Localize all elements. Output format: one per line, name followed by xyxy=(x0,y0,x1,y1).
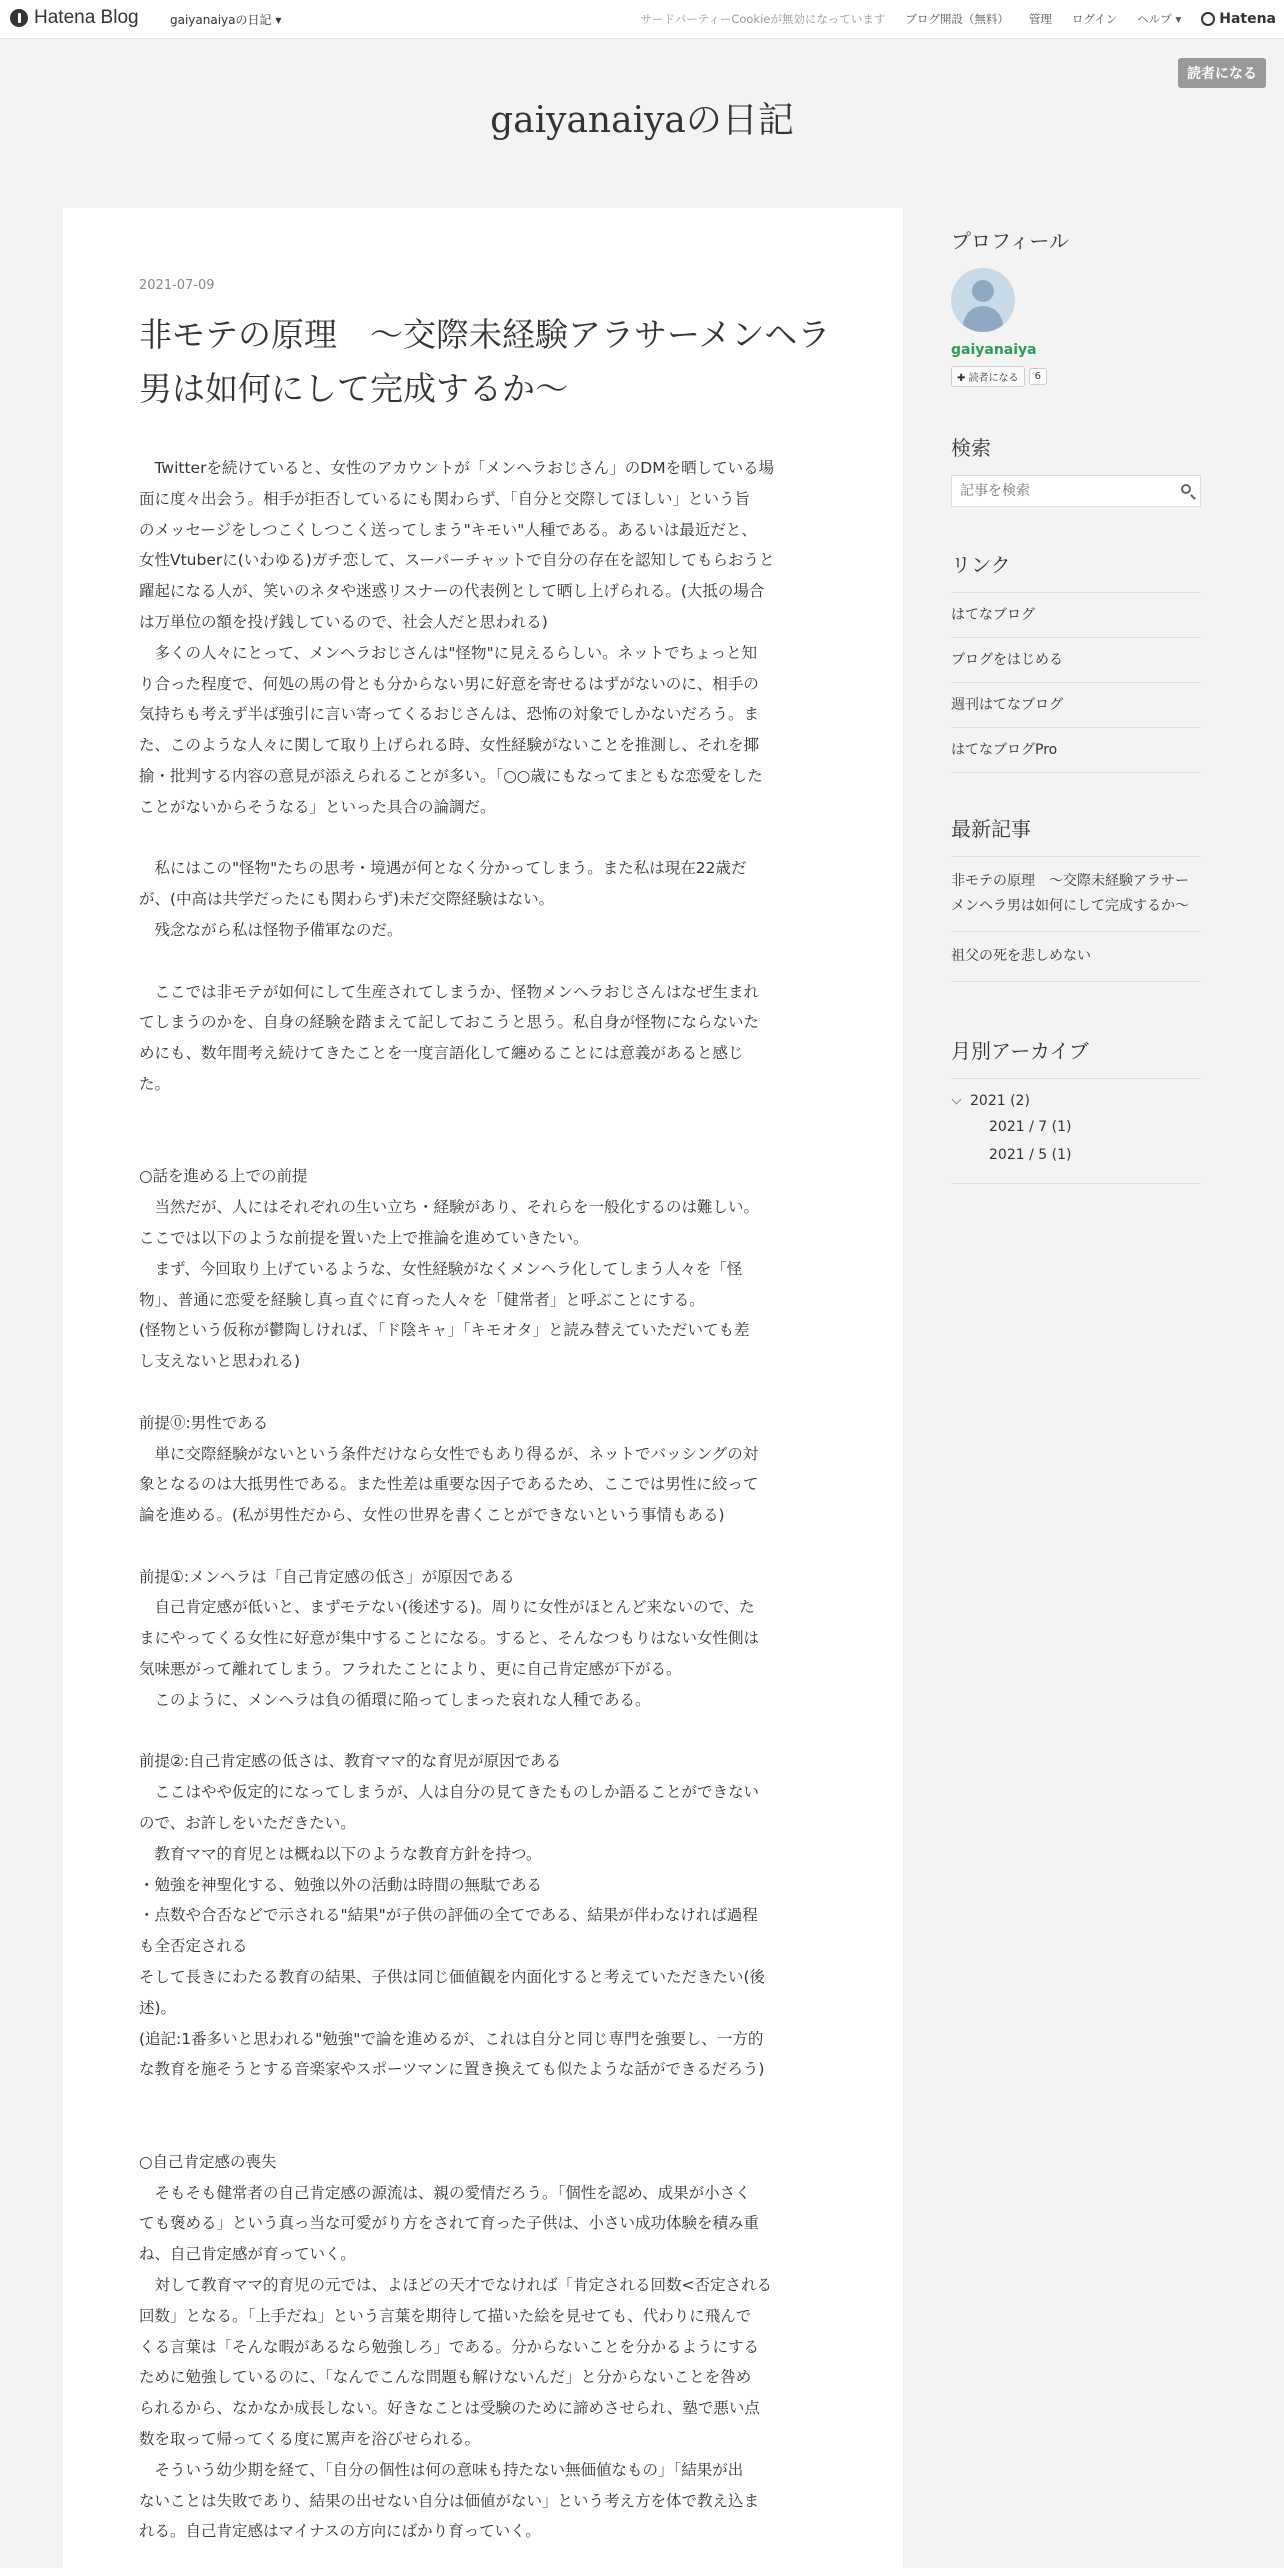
entry-body xyxy=(139,453,819,2547)
archive-list xyxy=(951,1078,1201,1184)
sidebar-link[interactable]: ブログをはじめる xyxy=(951,638,1201,683)
body-line: Twitterを続けていると、女性のアカウントが「メンヘラおじさん」のDMを晒している場 xyxy=(139,459,775,477)
archive-month-link[interactable]: 2021 / 7 (1) xyxy=(989,1119,1072,1135)
article xyxy=(63,208,903,2568)
body-line: 残念ながら私は怪物予備軍なのだ。 xyxy=(139,920,403,939)
body-line: 象となるのは大抵男性である。また性差は重要な因子であるため、ここでは男性に絞って xyxy=(139,1475,759,1494)
body-line: 前提②:自己肯定感の低さは、教育ママ的な育児が原因である xyxy=(139,1752,562,1771)
entry-title[interactable]: 非モテの原理 〜交際未経験アラサーメンヘラ男は如何にして完成するか〜 xyxy=(139,315,831,408)
chevron-down-icon[interactable] xyxy=(952,1094,962,1104)
search-input[interactable] xyxy=(952,476,1178,506)
blank-line xyxy=(139,823,819,854)
body-line: 女性Vtuberに(いわゆる)ガチ恋して、スーパーチャットで自分の存在を認知してもらおうと xyxy=(139,551,775,570)
body-line: そういう幼少期を経て、「自分の個性は何の意味も持たない無価値なもの」「結果が出 xyxy=(139,2460,744,2479)
blank-line xyxy=(139,1531,819,1562)
body-line: (怪物という仮称が鬱陶しければ、「ド陰キャ」「キモオタ」と読み替えていただいても差 xyxy=(139,1321,750,1340)
body-line: ・点数や合否などで示される"結果"が子供の評価の全てである、結果が伴わなければ過程 xyxy=(139,1906,758,1925)
body-line: 論を進める。(私が男性だから、女性の世界を書くことができないという事情もある) xyxy=(139,1506,725,1525)
body-line: 物」、普通に恋愛を経験し真っ直ぐに育った人々を「健常者」と呼ぶことにする。 xyxy=(139,1290,705,1309)
recent-entry-link[interactable]: 祖父の死を悲しめない xyxy=(951,932,1201,982)
body-line: のメッセージをしつこくしつこく送ってしまう"キモい"人種である。あるいは最近だと、 xyxy=(139,520,757,539)
blank-line xyxy=(139,946,819,977)
body-line: (追記:1番多いと思われる"勉強"で論を進めるが、これは自分と同じ専門を強要し、一方的 xyxy=(139,2029,764,2048)
hatena-label: Hatena xyxy=(1219,11,1276,27)
entry-date[interactable]: 2021-07-09 xyxy=(139,278,215,293)
body-line: めにも、数年間考え続けてきたことを一度言語化して纏めることには意義があると感じ xyxy=(139,1044,744,1063)
cookie-notice: サードパーティーCookieが無効になっています xyxy=(640,12,886,26)
body-line: 単に交際経験がないという条件だけなら女性でもあり得るが、ネットでバッシングの対 xyxy=(139,1444,759,1463)
body-line: 回数」となる。「上手だね」という言葉を期待して描いた絵を見せても、代わりに飛んで xyxy=(139,2306,752,2325)
archive-module xyxy=(951,1035,1201,1184)
body-line: 多くの人々にとって、メンヘラおじさんは"怪物"に見えるらしい。ネットでちょっと知 xyxy=(139,643,758,662)
blank-line xyxy=(139,2085,819,2116)
body-line: 揄・批判する内容の意見が添えられることが多い。「○○歳にもなってまともな恋愛をした xyxy=(139,766,763,785)
body-line: が、(中高は共学だったにも関わらず)未だ交際経験はない。 xyxy=(139,890,555,909)
profile-title: プロフィール xyxy=(951,229,1069,253)
body-line: 面に度々出会う。相手が拒否しているにも関わらず、「自分と交際してほしい」という旨 xyxy=(139,489,751,508)
body-line: ことがないからそうなる」といった具合の論調だ。 xyxy=(139,797,496,816)
recent-title: 最新記事 xyxy=(951,817,1031,841)
body-line: ね、自己肯定感が育っていく。 xyxy=(139,2245,356,2264)
body-line: 私にはこの"怪物"たちの思考・境遇が何となく分かってしまう。また私は現在22歳だ xyxy=(139,859,747,878)
body-line: れる。自己肯定感はマイナスの方向にばかり育っていく。 xyxy=(139,2522,541,2541)
hatena-icon xyxy=(1201,12,1215,26)
blog-title[interactable]: gaiyanaiyaの日記 xyxy=(490,100,794,141)
body-line: り合った程度で、何処の馬の骨とも分からない男に好意を寄せるはずがないのに、相手の xyxy=(139,674,759,693)
sidebar-link[interactable]: はてなブログPro xyxy=(951,728,1201,773)
body-line: ここはやや仮定的になってしまうが、人は自分の見てきたものしか語ることができない xyxy=(139,1783,760,1802)
body-line: まにやってくる女性に好意が集中することになる。すると、そんなつもりはない女性側は xyxy=(139,1629,760,1648)
blank-line xyxy=(139,1716,819,1747)
links-module xyxy=(951,549,1201,773)
body-line: 前提①:メンヘラは「自己肯定感の低さ」が原因である xyxy=(139,1567,515,1586)
subscriber-count[interactable]: 6 xyxy=(1029,368,1047,385)
body-line: た、このような人々に関して取り上げられる時、女性経験がないことを推測し、それを揶 xyxy=(139,736,760,755)
body-line: 気味悪がって離れてしまう。フラれたことにより、更に自己肯定感が下がる。 xyxy=(139,1660,682,1679)
archive-title: 月別アーカイブ xyxy=(951,1039,1089,1063)
body-line: ても褒める」という真っ当な可愛がり方をされて育った子供は、小さい成功体験を積み重 xyxy=(139,2214,760,2233)
body-line: し支えないと思われる) xyxy=(139,1352,301,1371)
body-line: な教育を施そうとする音楽家やスポーツマンに置き換えても似たような話ができるだろう) xyxy=(139,2060,765,2079)
hatena-blog-logo-icon xyxy=(10,9,28,27)
body-line: ここでは以下のような前提を置いた上で推論を進めていきたい。 xyxy=(139,1228,589,1247)
blank-line xyxy=(139,1131,819,1162)
sidebar-link[interactable]: 週刊はてなブログ xyxy=(951,683,1201,728)
sidebar-subscribe-label: 読者になる xyxy=(968,373,1019,384)
admin-link[interactable]: 管理 xyxy=(1028,12,1052,26)
hatena-link[interactable] xyxy=(1201,11,1276,27)
body-line: ここでは非モテが如何にして生産されてしまうか、怪物メンヘラおじさんはなぜ生まれ xyxy=(139,982,760,1001)
blog-menu-dropdown[interactable]: gaiyanaiyaの日記 ▾ xyxy=(170,13,282,27)
blank-line xyxy=(139,1100,819,1131)
login-link[interactable]: ログイン xyxy=(1071,12,1118,26)
body-line: てしまうのかを、自身の経験を踏まえて記しておこうと思う。私自身が怪物にならないた xyxy=(139,1013,760,1032)
body-line: 気持ちも考えず半ば強引に言い寄ってくるおじさんは、恐怖の対象でしかないだろう。ま xyxy=(139,705,760,724)
profile-name[interactable]: gaiyanaiya xyxy=(951,342,1037,358)
recent-entry-link[interactable]: 非モテの原理 〜交際未経験アラサーメンヘラ男は如何にして完成するか〜 xyxy=(951,857,1201,932)
hatena-blog-logo[interactable] xyxy=(10,7,139,29)
search-box xyxy=(951,475,1201,507)
body-line: 対して教育ママ的育児の元では、よほどの天才でなければ「肯定される回数<否定される xyxy=(139,2276,772,2295)
body-line: られるから、なかなか成長しない。好きなことは受験のために諦めさせられ、塾で悪い点 xyxy=(139,2399,760,2418)
recent-module xyxy=(951,813,1201,982)
avatar[interactable] xyxy=(951,268,1015,332)
body-line: そもそも健常者の自己肯定感の源流は、親の愛情だろう。「個性を認め、成果が小さく xyxy=(139,2183,751,2202)
body-line: ○話を進める上での前提 xyxy=(139,1167,308,1186)
blank-line xyxy=(139,1377,819,1408)
sidebar-link[interactable]: はてなブログ xyxy=(951,593,1201,638)
archive-year[interactable] xyxy=(951,1093,1201,1109)
body-line: 前提⓪:男性である xyxy=(139,1413,269,1432)
body-line: 数を取って帰ってくる度に罵声を浴びせられる。 xyxy=(139,2430,481,2448)
body-line: 躍起になる人が、笑いのネタや迷惑リスナーの代表例として晒し上げられる。(大抵の場合 xyxy=(139,582,765,601)
body-line: 教育ママ的育児とは概ね以下のような教育方針を持つ。 xyxy=(139,1844,542,1863)
archive-year-label: 2021 (2) xyxy=(970,1093,1030,1109)
body-line: そして長きにわたる教育の結果、子供は同じ価値観を内面化すると考えていただきたい(後 xyxy=(139,1968,766,1987)
link-list xyxy=(951,592,1201,773)
body-line: ・勉強を神聖化する、勉強以外の活動は時間の無駄である xyxy=(139,1875,543,1894)
profile-module xyxy=(951,225,1201,387)
body-line: このように、メンヘラは負の循環に陥ってしまった哀れな人種である。 xyxy=(139,1690,651,1709)
body-line: 述)。 xyxy=(139,1998,177,2017)
open-blog-link[interactable]: ブログ開設（無料） xyxy=(905,12,1009,26)
body-line: ○自己肯定感の喪失 xyxy=(139,2152,277,2171)
body-line: ので、お許しをいただきたい。 xyxy=(139,1814,356,1833)
body-line: まず、今回取り上げているような、女性経験がなくメンヘラ化してしまう人々を「怪 xyxy=(139,1259,743,1278)
blank-line xyxy=(139,2116,819,2147)
body-line: は万単位の額を投げ銭しているので、社会人だと思われる) xyxy=(139,612,548,631)
search-module xyxy=(951,432,1201,507)
links-title: リンク xyxy=(951,553,1011,577)
archive-month-link[interactable]: 2021 / 5 (1) xyxy=(989,1147,1072,1163)
subscribe-button[interactable]: 読者になる xyxy=(1178,58,1266,88)
header-nav xyxy=(640,11,1276,27)
global-header xyxy=(0,0,1284,39)
body-line: た。 xyxy=(139,1074,171,1093)
body-line: 当然だが、人にはそれぞれの生い立ち・経験があり、それらを一般化するのは難しい。 xyxy=(139,1198,760,1217)
recent-list xyxy=(951,856,1201,982)
body-line: くる言葉は「そんな暇があるなら勉強しろ」である。分からないことを分かるようにする xyxy=(139,2337,760,2356)
body-line: ために勉強しているのに、「なんでこんな問題も解けないんだ」と分からないことを咎め xyxy=(139,2368,752,2387)
plus-icon: ✚ xyxy=(957,373,969,384)
body-line: 自己肯定感が低いと、まずモテない(後述する)。周りに女性がほとんど来ないので、た xyxy=(139,1598,755,1617)
search-title: 検索 xyxy=(951,436,991,460)
search-icon[interactable] xyxy=(1181,484,1191,494)
body-line: ないことは失敗であり、結果の出せない自分は価値がない」という考え方を体で教え込ま xyxy=(139,2491,760,2510)
body-line: も全否定される xyxy=(139,1937,248,1956)
sidebar-subscribe-button[interactable] xyxy=(951,366,1025,387)
logo-text: Hatena Blog xyxy=(34,7,139,28)
help-menu[interactable]: ヘルプ ▾ xyxy=(1137,12,1182,26)
